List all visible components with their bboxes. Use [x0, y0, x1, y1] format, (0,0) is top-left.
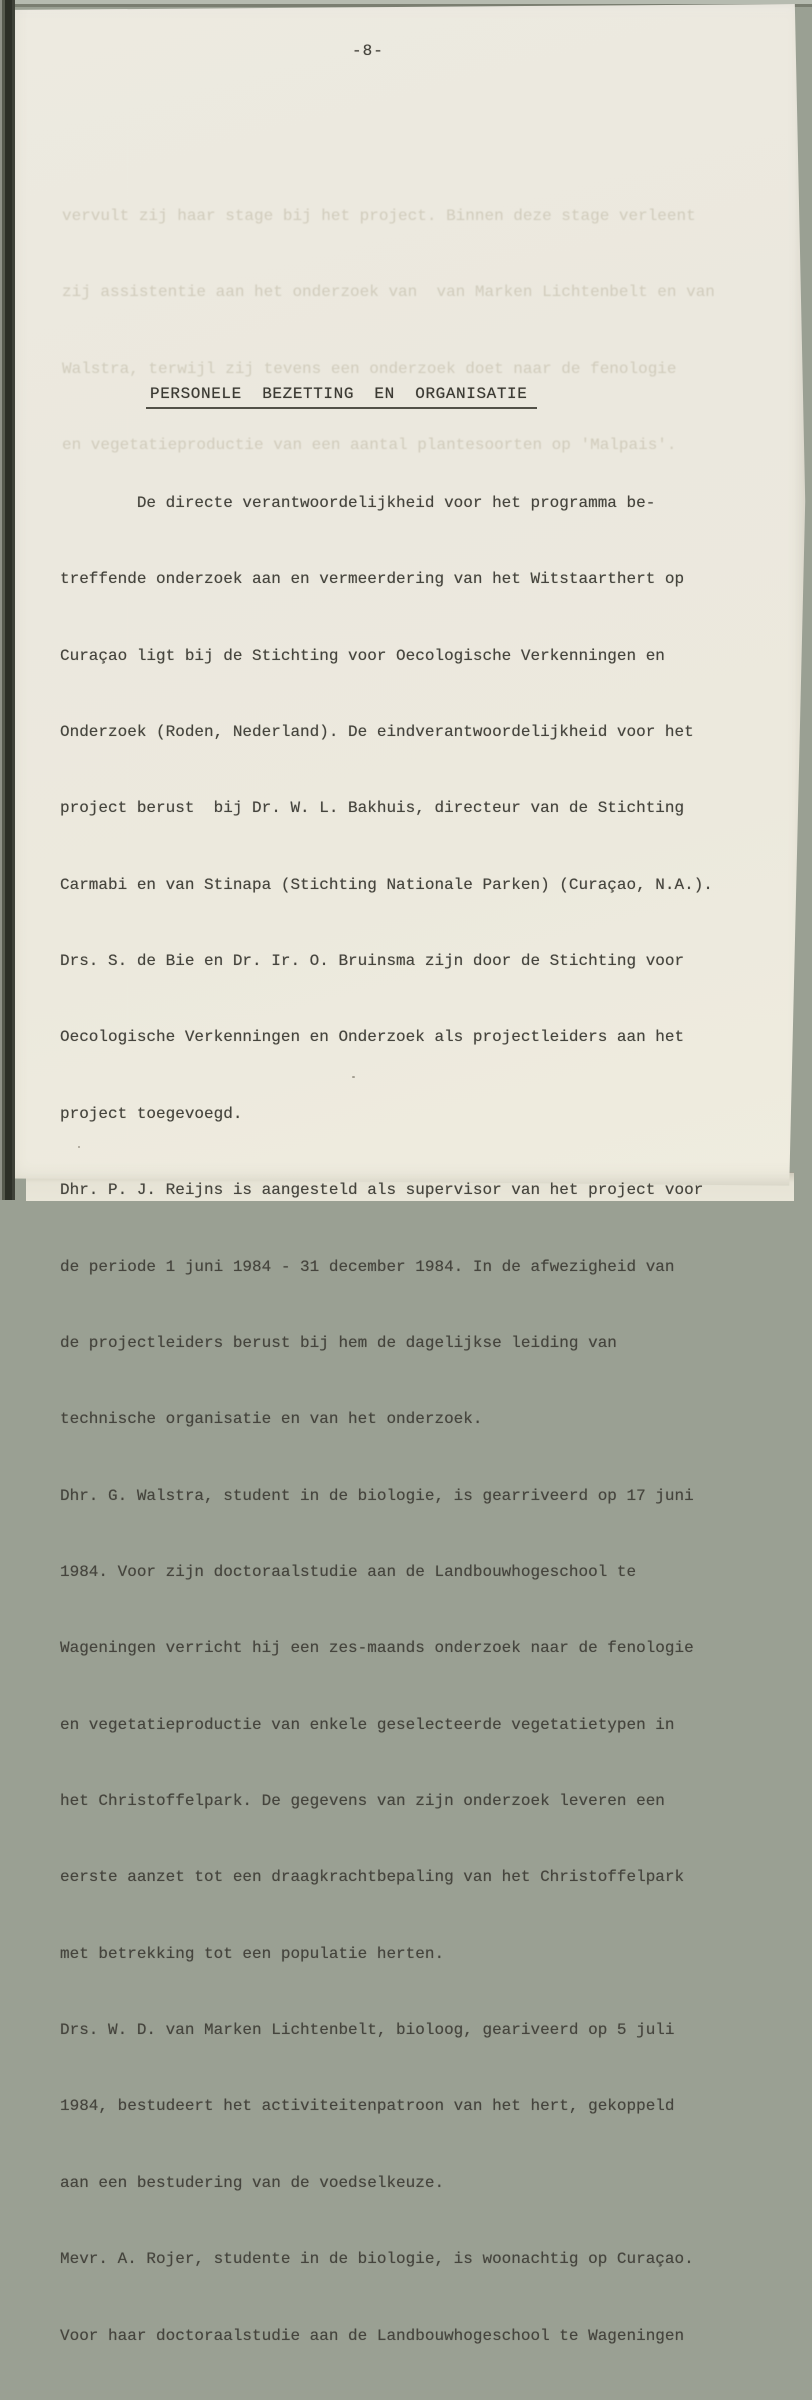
body-line: technische organisatie en van het onderzoek. [60, 1410, 483, 1429]
body-line: Dhr. G. Walstra, student in de biologie, is gearriveerd op 17 juni [60, 1486, 694, 1505]
paper-speck [352, 1076, 355, 1078]
body-line: De directe verantwoordelijkheid voor het programma be- [60, 493, 656, 512]
body-line: het Christoffelpark. De gegevens van zijn onderzoek leveren een [60, 1792, 665, 1811]
body-line: treffende onderzoek aan en vermeerdering van het Witstaarthert op [60, 570, 685, 589]
body-line: 1984, bestudeert het activiteitenpatroon van het hert, gekoppeld [60, 2097, 675, 2116]
page-number: -8- [352, 42, 384, 60]
section-heading-wrap [150, 385, 537, 409]
body-line: Drs. S. de Bie en Dr. Ir. O. Bruinsma zijn door de Stichting voor [60, 952, 685, 971]
body-line: met betrekking tot een populatie herten. [60, 1944, 445, 1963]
body-line: de projectleiders berust bij hem de dagelijkse leiding van [60, 1333, 617, 1352]
ghost-line: Walstra, terwijl zij tevens een onderzoek doet naar de fenologie [62, 359, 677, 378]
body-line: Voor haar doctoraalstudie aan de Landbouwhogeschool te Wageningen [60, 2326, 685, 2345]
ghost-line: zij assistentie aan het onderzoek van van Marken Lichtenbelt en van [62, 283, 715, 302]
body-line: Oecologische Verkenningen en Onderzoek als projectleiders aan het [60, 1028, 685, 1047]
body-line: Mevr. A. Rojer, studente in de biologie, is woonachtig op Curaçao. [60, 2250, 694, 2269]
body-line: eerste aanzet tot een draagkrachtbepaling van het Christoffelpark [60, 1868, 685, 1887]
paper-speck [78, 1146, 80, 1148]
body-line: project berust bij Dr. W. L. Bakhuis, directeur van de Stichting [60, 799, 685, 818]
body-line: aan een bestudering van de voedselkeuze. [60, 2173, 445, 2192]
body-text [60, 440, 713, 2400]
body-line: de periode 1 juni 1984 - 31 december 1984. In de afwezigheid van [60, 1257, 675, 1276]
body-line: Carmabi en van Stinapa (Stichting Nationale Parken) (Curaçao, N.A.). [60, 875, 713, 894]
ghost-line: en vegetatieproductie van een aantal plantesoorten op 'Malpais'. [62, 435, 677, 454]
section-heading: PERSONELE BEZETTING EN ORGANISATIE [146, 385, 537, 409]
body-line: project toegevoegd. [60, 1104, 243, 1123]
ghost-line: vervult zij haar stage bij het project. Binnen deze stage verleent [62, 206, 696, 225]
body-line: en vegetatieproductie van enkele geselecteerde vegetatietypen in [60, 1715, 675, 1734]
binding-edge [0, 0, 15, 1200]
body-line: Dhr. P. J. Reijns is aangesteld als supervisor van het project voor [60, 1181, 704, 1200]
body-line: Onderzoek (Roden, Nederland). De eindverantwoordelijkheid voor het [60, 722, 694, 741]
body-line: 1984. Voor zijn doctoraalstudie aan de Landbouwhogeschool te [60, 1562, 637, 1581]
body-line: Drs. W. D. van Marken Lichtenbelt, bioloog, geariveerd op 5 juli [60, 2021, 675, 2040]
body-line: Curaçao ligt bij de Stichting voor Oecologische Verkenningen en [60, 646, 665, 665]
body-line: Wageningen verricht hij een zes-maands onderzoek naar de fenologie [60, 1639, 694, 1658]
